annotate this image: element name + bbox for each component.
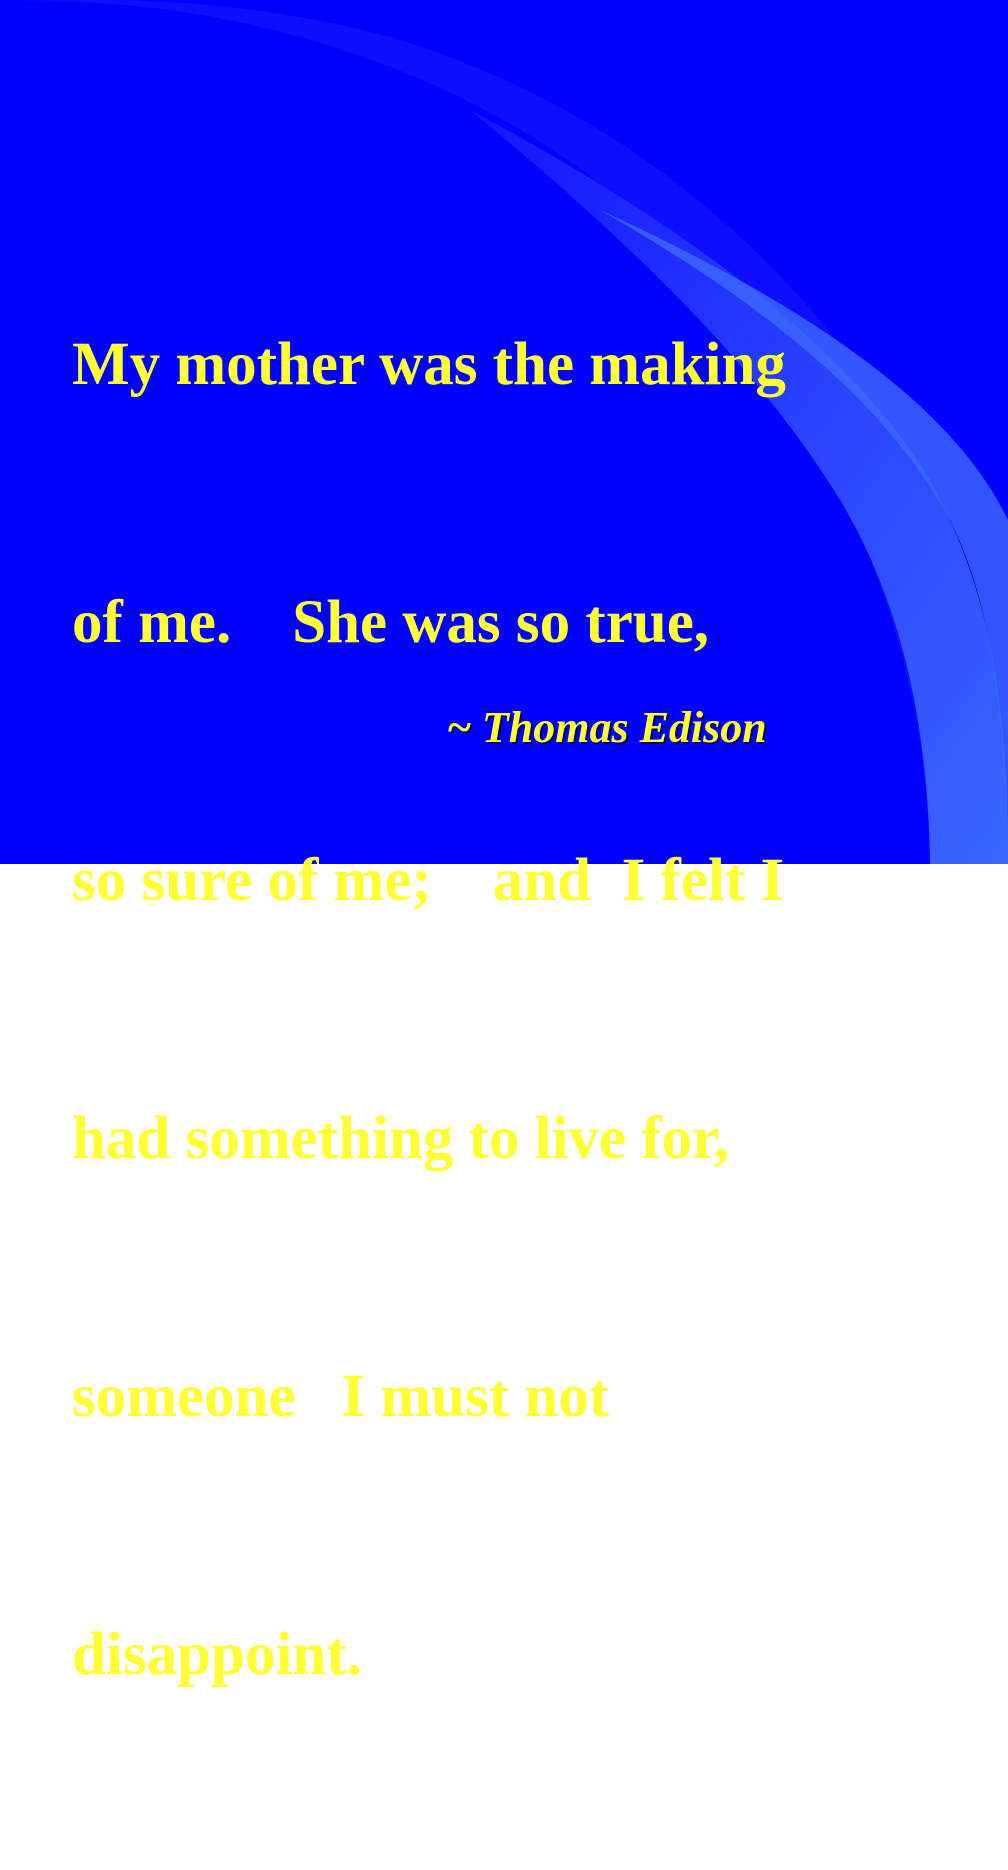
quote-line-2: of me. She was so true, [72, 589, 710, 656]
attribution-author: Thomas Edison [481, 703, 767, 752]
quote-line-4: had something to live for, [72, 1105, 729, 1172]
quote-line-3: so sure of me; and I felt I [72, 847, 785, 914]
quote-line-6: disappoint. [72, 1621, 362, 1688]
quote-text [72, 150, 972, 1870]
attribution-tilde: ~ [448, 703, 471, 752]
quote-line-1: My mother was the making [72, 331, 786, 398]
quote-attribution [448, 700, 767, 756]
quote-line-5: someone I must not [72, 1363, 610, 1430]
